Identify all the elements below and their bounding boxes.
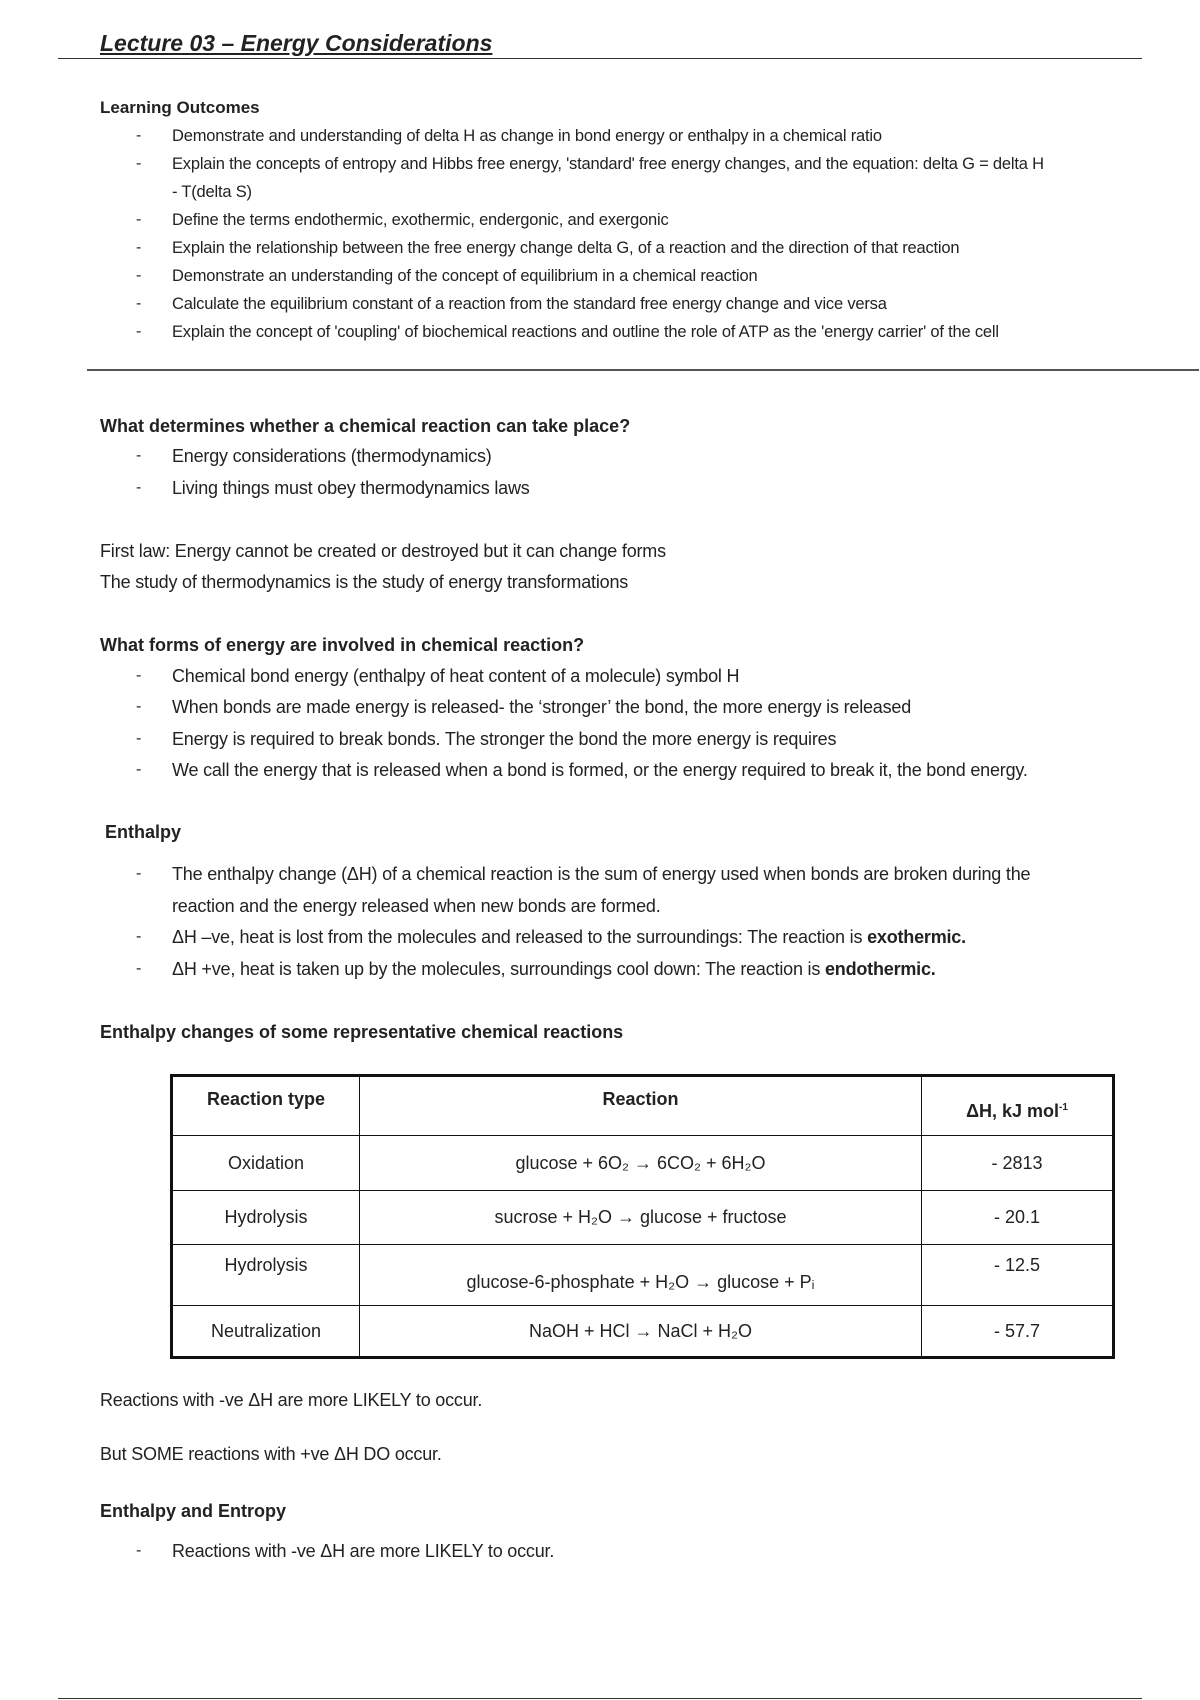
reaction-cell: NaOH + HCl → NaCl + H₂O [360,1306,922,1358]
thermodynamics-text: The study of thermodynamics is the study of energy transformations [100,572,629,592]
list-item [172,927,966,948]
list-item: We call the energy that is released when a bond is formed, or the energy required to break it, the bond energy. [172,760,1028,780]
list-item: Energy is required to break bonds. The stronger the bond the more energy is requires [172,729,837,749]
enthalpy-entropy-heading: Enthalpy and Entropy [100,1501,287,1521]
negative-dh-text: Reactions with -ve ΔH are more LIKELY to occur. [100,1390,483,1410]
table-row [172,1306,1114,1358]
bullet: - [136,479,142,496]
list-item: Chemical bond energy (enthalpy of heat content of a molecule) symbol H [172,666,740,686]
bullet: - [136,667,142,684]
header-reaction: Reaction [360,1076,922,1136]
positive-dh-text: But SOME reactions with +ve ΔH DO occur. [100,1444,442,1464]
reaction-type-cell: Neutralization [172,1306,360,1358]
endothermic-text: ΔH +ve, heat is taken up by the molecules, surroundings cool down: The reaction is [172,959,825,979]
bullet: - [136,447,142,464]
list-item [172,959,936,980]
exothermic-text: ΔH –ve, heat is lost from the molecules and released to the surroundings: The reaction is [172,927,868,947]
list-item: The enthalpy change (ΔH) of a chemical reaction is the sum of energy used when bonds are broken during the [172,864,1031,884]
list-item: Explain the relationship between the free energy change delta G, of a reaction and the direction of that reaction [172,239,960,257]
bullet: - [136,1542,142,1559]
reaction-type-cell: Hydrolysis [172,1245,360,1306]
reaction-cell: sucrose + H₂O → glucose + fructose [360,1191,922,1245]
list-item-continuation: - T(delta S) [172,183,252,201]
bullet: - [136,698,142,715]
enthalpy-table [170,1074,1115,1359]
bullet: - [136,730,142,747]
list-item-continuation: reaction and the energy released when new bonds are formed. [172,896,661,916]
header-delta-h-label: ΔH, kJ mol [966,1100,1060,1121]
first-law-text: First law: Energy cannot be created or destroyed but it can change forms [100,541,666,561]
footer-rule [58,1698,1142,1699]
bullet: - [136,323,142,340]
delta-h-cell: - 57.7 [922,1306,1114,1358]
list-item: Living things must obey thermodynamics laws [172,478,530,498]
header-delta-h [922,1076,1114,1136]
list-item: When bonds are made energy is released- the ‘stronger’ the bond, the more energy is released [172,697,912,717]
list-item: Demonstrate and understanding of delta H as change in bond energy or enthalpy in a chemical ratio [172,127,882,145]
table-header-row [172,1076,1114,1136]
bullet: - [136,127,142,144]
section-rule [87,369,1199,371]
bullet: - [136,960,142,977]
list-item: Explain the concept of 'coupling' of biochemical reactions and outline the role of ATP as the 'energy carrier' of the cell [172,323,999,341]
header-reaction-type: Reaction type [172,1076,360,1136]
reaction-cell: glucose-6-phosphate + H₂O → glucose + Pᵢ [360,1245,922,1306]
list-item: Demonstrate an understanding of the concept of equilibrium in a chemical reaction [172,267,758,285]
reaction-cell: glucose + 6O₂ → 6CO₂ + 6H₂O [360,1136,922,1191]
header-delta-h-exponent: -1 [1059,1101,1068,1113]
bullet: - [136,928,142,945]
list-item: Define the terms endothermic, exothermic, endergonic, and exergonic [172,211,669,229]
reaction-type-cell: Hydrolysis [172,1191,360,1245]
bullet: - [136,267,142,284]
endothermic-term: endothermic. [824,959,936,979]
list-item: Calculate the equilibrium constant of a reaction from the standard free energy change and vice versa [172,295,887,313]
learning-outcomes-heading: Learning Outcomes [100,98,260,117]
bullet: - [136,155,142,172]
reaction-type-cell: Oxidation [172,1136,360,1191]
table-heading: Enthalpy changes of some representative chemical reactions [100,1022,624,1042]
title-rule [58,58,1142,59]
section1-heading: What determines whether a chemical reaction can take place? [100,416,631,436]
delta-h-cell: - 20.1 [922,1191,1114,1245]
delta-h-cell: - 12.5 [922,1245,1114,1306]
enthalpy-heading: Enthalpy [105,822,182,842]
table-row [172,1136,1114,1191]
page-title: Lecture 03 – Energy Considerations [100,30,493,56]
bullet: - [136,239,142,256]
bullet: - [136,761,142,778]
bullet: - [136,211,142,228]
list-item: Explain the concepts of entropy and Hibbs free energy, 'standard' free energy changes, and the equation: delta G = delta H [172,155,1044,173]
exothermic-term: exothermic. [867,927,966,947]
table-row [172,1191,1114,1245]
list-item: Reactions with -ve ΔH are more LIKELY to occur. [172,1541,555,1561]
list-item: Energy considerations (thermodynamics) [172,446,492,466]
section2-heading: What forms of energy are involved in chemical reaction? [100,635,585,655]
bullet: - [136,295,142,312]
table-row [172,1245,1114,1306]
bullet: - [136,865,142,882]
delta-h-cell: - 2813 [922,1136,1114,1191]
